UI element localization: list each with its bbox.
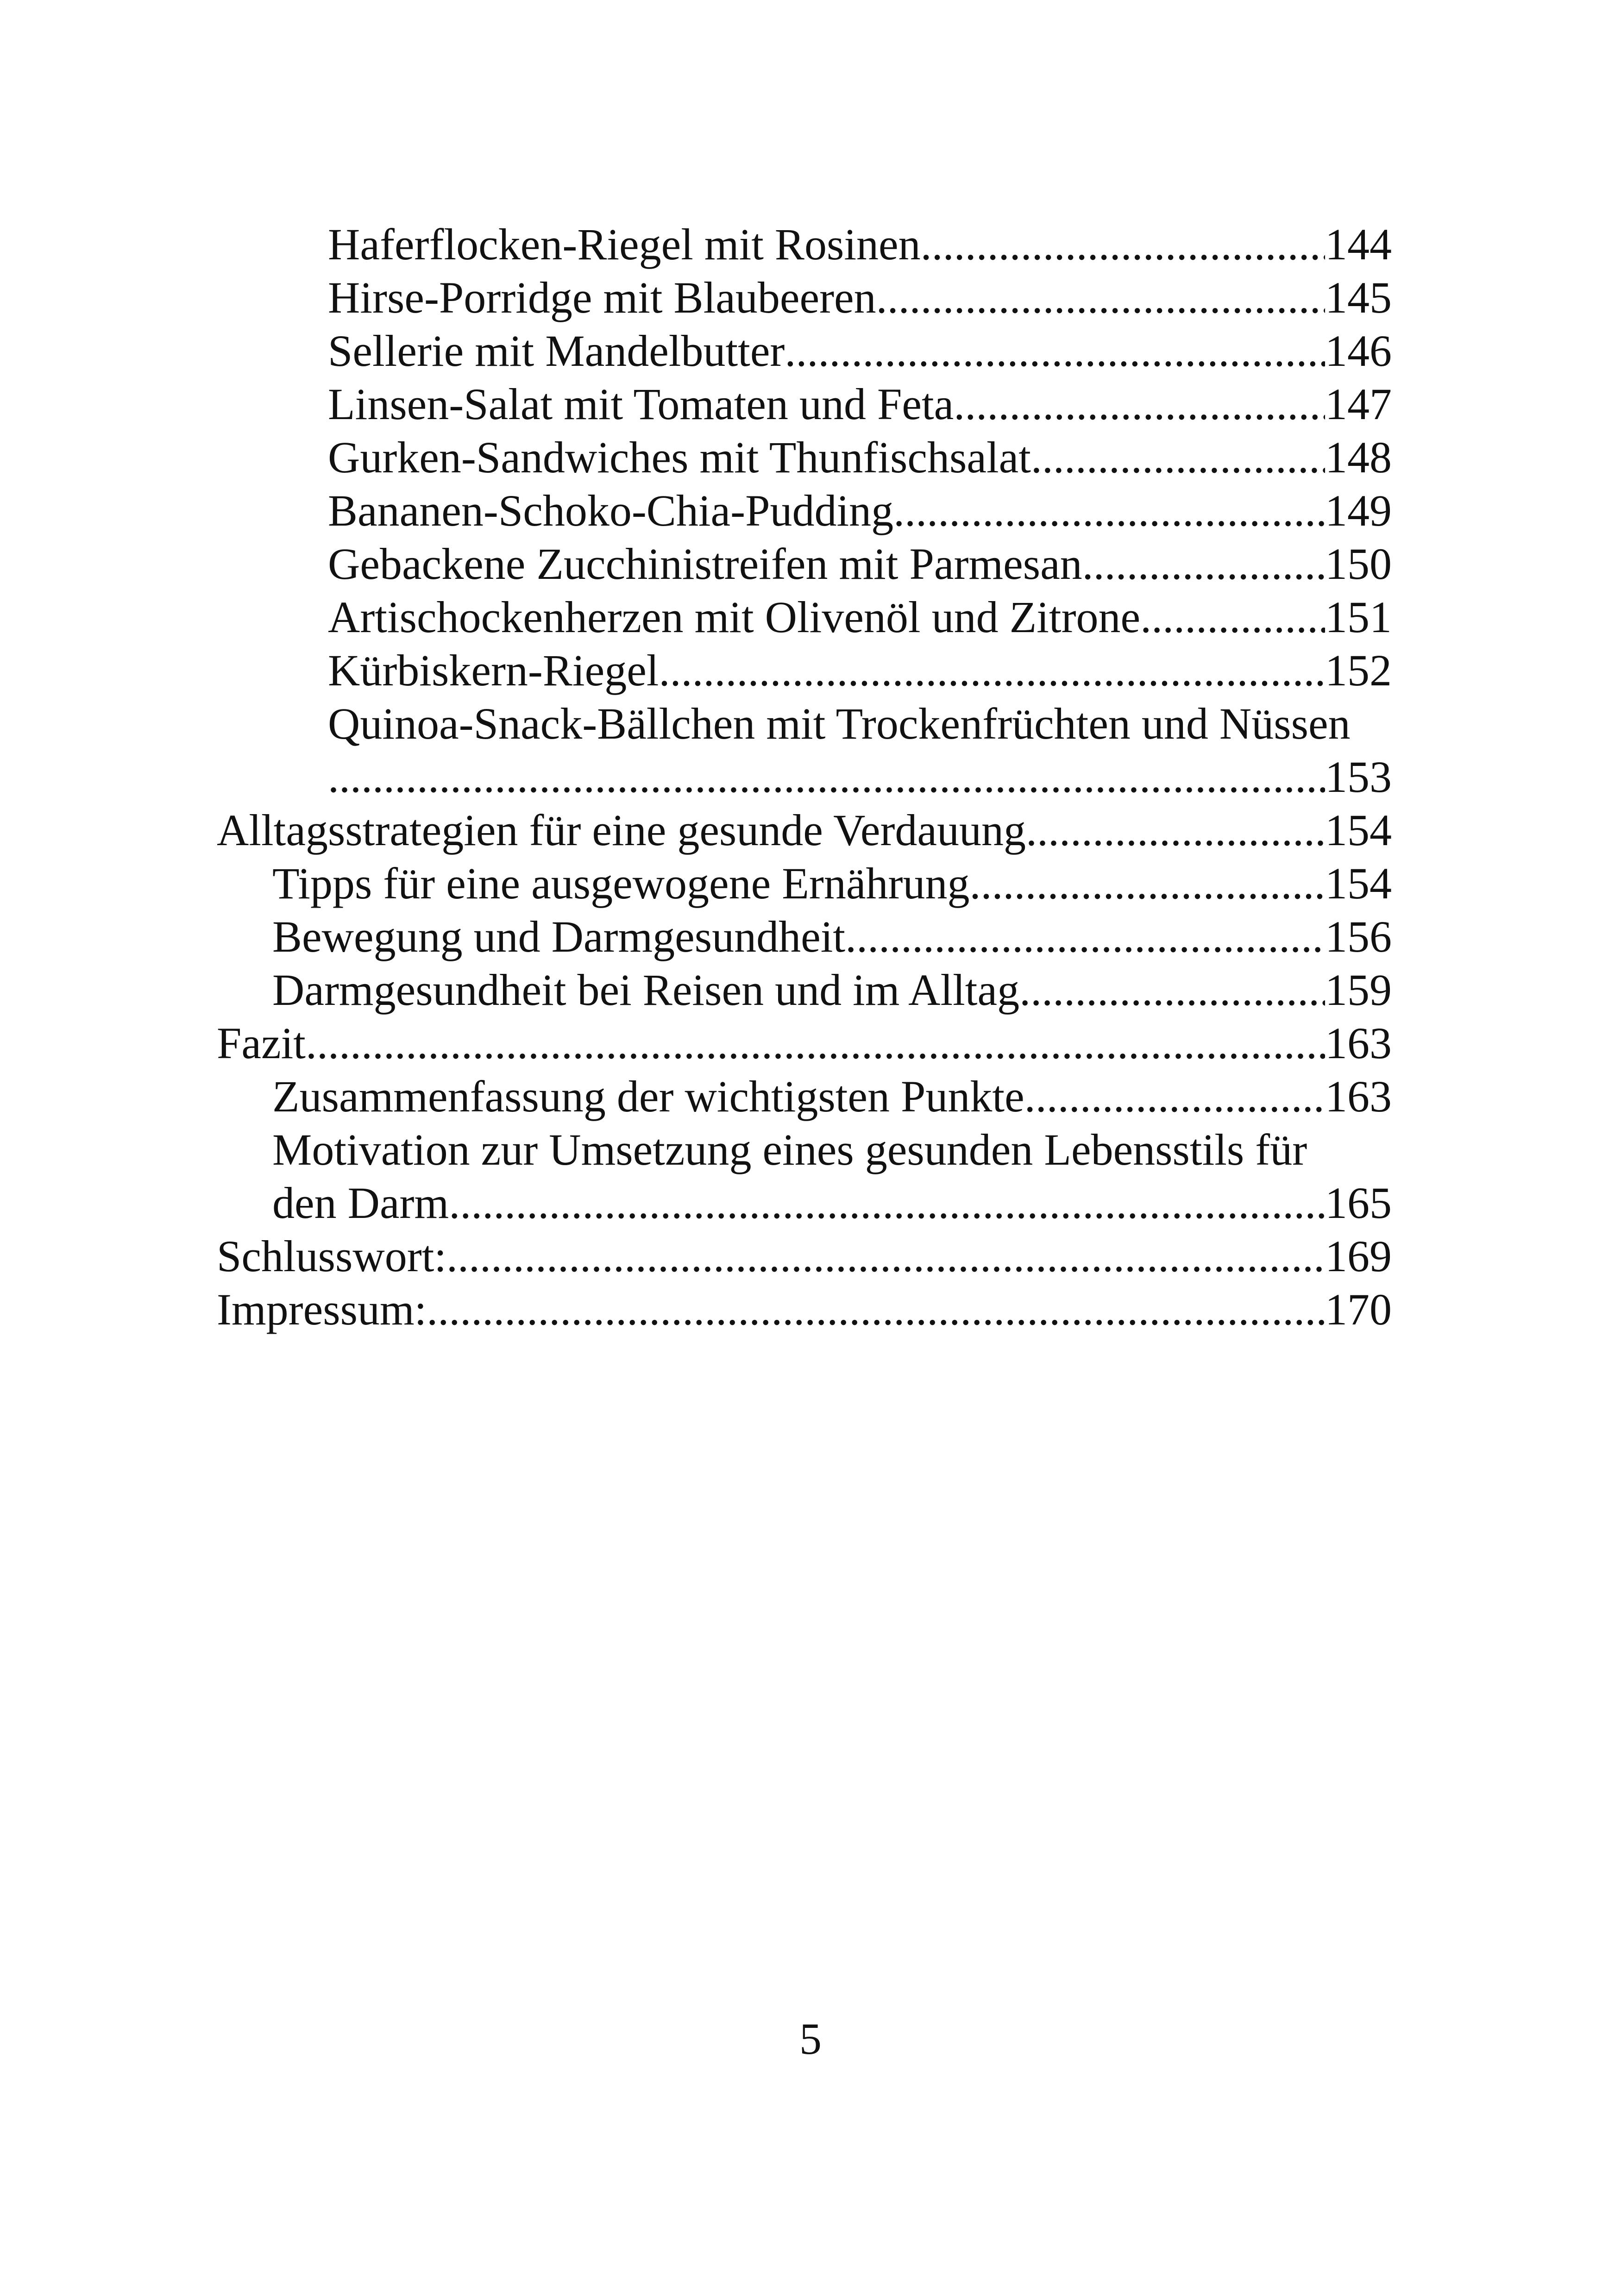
toc-entry-page: 151 — [1325, 592, 1392, 642]
toc-entry-page: 144 — [1325, 220, 1392, 269]
toc-entry-page: 156 — [1325, 912, 1392, 961]
toc-leader-dots — [446, 1230, 1325, 1283]
toc-entry-page: 170 — [1325, 1285, 1392, 1334]
toc-entry-title: Kürbiskern-Riegel — [328, 646, 659, 695]
toc-entry-page: 169 — [1325, 1231, 1392, 1281]
toc-entry-title: Linsen-Salat mit Tomaten und Feta — [328, 379, 954, 429]
toc-entry-title: Fazit — [217, 1018, 306, 1068]
page-number: 5 — [799, 2014, 822, 2064]
toc-entry[interactable] — [328, 324, 1392, 377]
toc-entry-page: 145 — [1325, 273, 1392, 322]
toc-entry-title: den Darm — [272, 1178, 449, 1228]
table-of-contents — [0, 218, 1621, 1336]
toc-leader-dots — [845, 910, 1325, 963]
toc-entry[interactable] — [328, 431, 1392, 484]
toc-entry[interactable] — [272, 910, 1392, 963]
toc-entry-title: Gurken-Sandwiches mit Thunfischsalat — [328, 433, 1031, 482]
toc-entry-title: Bewegung und Darmgesundheit — [272, 912, 846, 961]
toc-entry-title: Zusammenfassung der wichtigsten Punkte — [272, 1072, 1024, 1121]
toc-entry[interactable] — [217, 1283, 1392, 1336]
toc-entry-title: Hirse-Porridge mit Blaubeeren — [328, 273, 876, 322]
toc-entry[interactable] — [217, 803, 1392, 857]
toc-entry[interactable] — [217, 1230, 1392, 1283]
toc-entry[interactable] — [272, 857, 1392, 910]
toc-leader-dots — [306, 1016, 1325, 1070]
toc-leader-dots — [427, 1283, 1325, 1336]
toc-entry[interactable] — [328, 697, 1392, 750]
toc-entry-page: 147 — [1325, 379, 1392, 429]
toc-leader-dots — [1140, 590, 1325, 644]
toc-entry-title: Motivation zur Umsetzung eines gesunden Lebensstils für — [272, 1125, 1307, 1174]
toc-entry-title: Alltagsstrategien für eine gesunde Verdauung — [217, 805, 1026, 855]
toc-leader-dots — [1031, 431, 1325, 484]
toc-entry-page: 150 — [1325, 539, 1392, 589]
toc-entry-page: 149 — [1325, 486, 1392, 535]
toc-entry-title: Darmgesundheit bei Reisen und im Alltag — [272, 965, 1020, 1015]
toc-entry-page: 153 — [1325, 752, 1392, 802]
toc-entry[interactable] — [328, 484, 1392, 537]
toc-leader-dots — [876, 271, 1325, 324]
toc-entry[interactable] — [272, 1070, 1392, 1123]
toc-entry-page: 146 — [1325, 326, 1392, 376]
toc-entry-title: Gebackene Zucchinistreifen mit Parmesan — [328, 539, 1082, 589]
toc-entry-page: 165 — [1325, 1178, 1392, 1228]
toc-entry[interactable] — [217, 1016, 1392, 1070]
toc-entry-page: 159 — [1325, 965, 1392, 1015]
toc-leader-dots — [449, 1176, 1325, 1230]
toc-entry-title: Impressum: — [217, 1285, 427, 1334]
toc-leader-dots — [1026, 803, 1325, 857]
toc-leader-dots — [1019, 963, 1325, 1016]
toc-entry-title: Bananen-Schoko-Chia-Pudding — [328, 486, 894, 535]
toc-leader-dots — [1082, 537, 1325, 590]
toc-leader-dots — [921, 218, 1325, 271]
toc-entry-title: Haferflocken-Riegel mit Rosinen — [328, 220, 921, 269]
toc-leader-dots — [785, 324, 1325, 377]
toc-entry-title: Sellerie mit Mandelbutter — [328, 326, 785, 376]
toc-entry-page: 154 — [1325, 859, 1392, 908]
toc-entry-page: 152 — [1325, 646, 1392, 695]
toc-entry[interactable] — [272, 1176, 1392, 1230]
toc-entry[interactable] — [328, 750, 1392, 803]
toc-entry-page: 163 — [1325, 1018, 1392, 1068]
toc-leader-dots — [328, 750, 1325, 803]
toc-entry[interactable] — [328, 590, 1392, 644]
toc-entry[interactable] — [328, 644, 1392, 697]
toc-entry-title: Schlusswort: — [217, 1231, 447, 1281]
toc-leader-dots — [659, 644, 1325, 697]
toc-leader-dots — [1024, 1070, 1325, 1123]
toc-entry[interactable] — [272, 963, 1392, 1016]
toc-entry[interactable] — [328, 377, 1392, 431]
toc-entry-page: 163 — [1325, 1072, 1392, 1121]
toc-leader-dots — [893, 484, 1325, 537]
toc-leader-dots — [969, 857, 1325, 910]
toc-leader-dots — [954, 377, 1325, 431]
toc-entry[interactable] — [272, 1123, 1392, 1176]
toc-entry-page: 148 — [1325, 433, 1392, 482]
toc-entry-page: 154 — [1325, 805, 1392, 855]
toc-entry[interactable] — [328, 271, 1392, 324]
toc-entry-title: Tipps für eine ausgewogene Ernährung — [272, 859, 970, 908]
toc-entry[interactable] — [328, 218, 1392, 271]
toc-entry-title: Quinoa-Snack-Bällchen mit Trockenfrüchten und Nüssen — [328, 699, 1351, 748]
toc-entry[interactable] — [328, 537, 1392, 590]
toc-entry-title: Artischockenherzen mit Olivenöl und Zitrone — [328, 592, 1141, 642]
